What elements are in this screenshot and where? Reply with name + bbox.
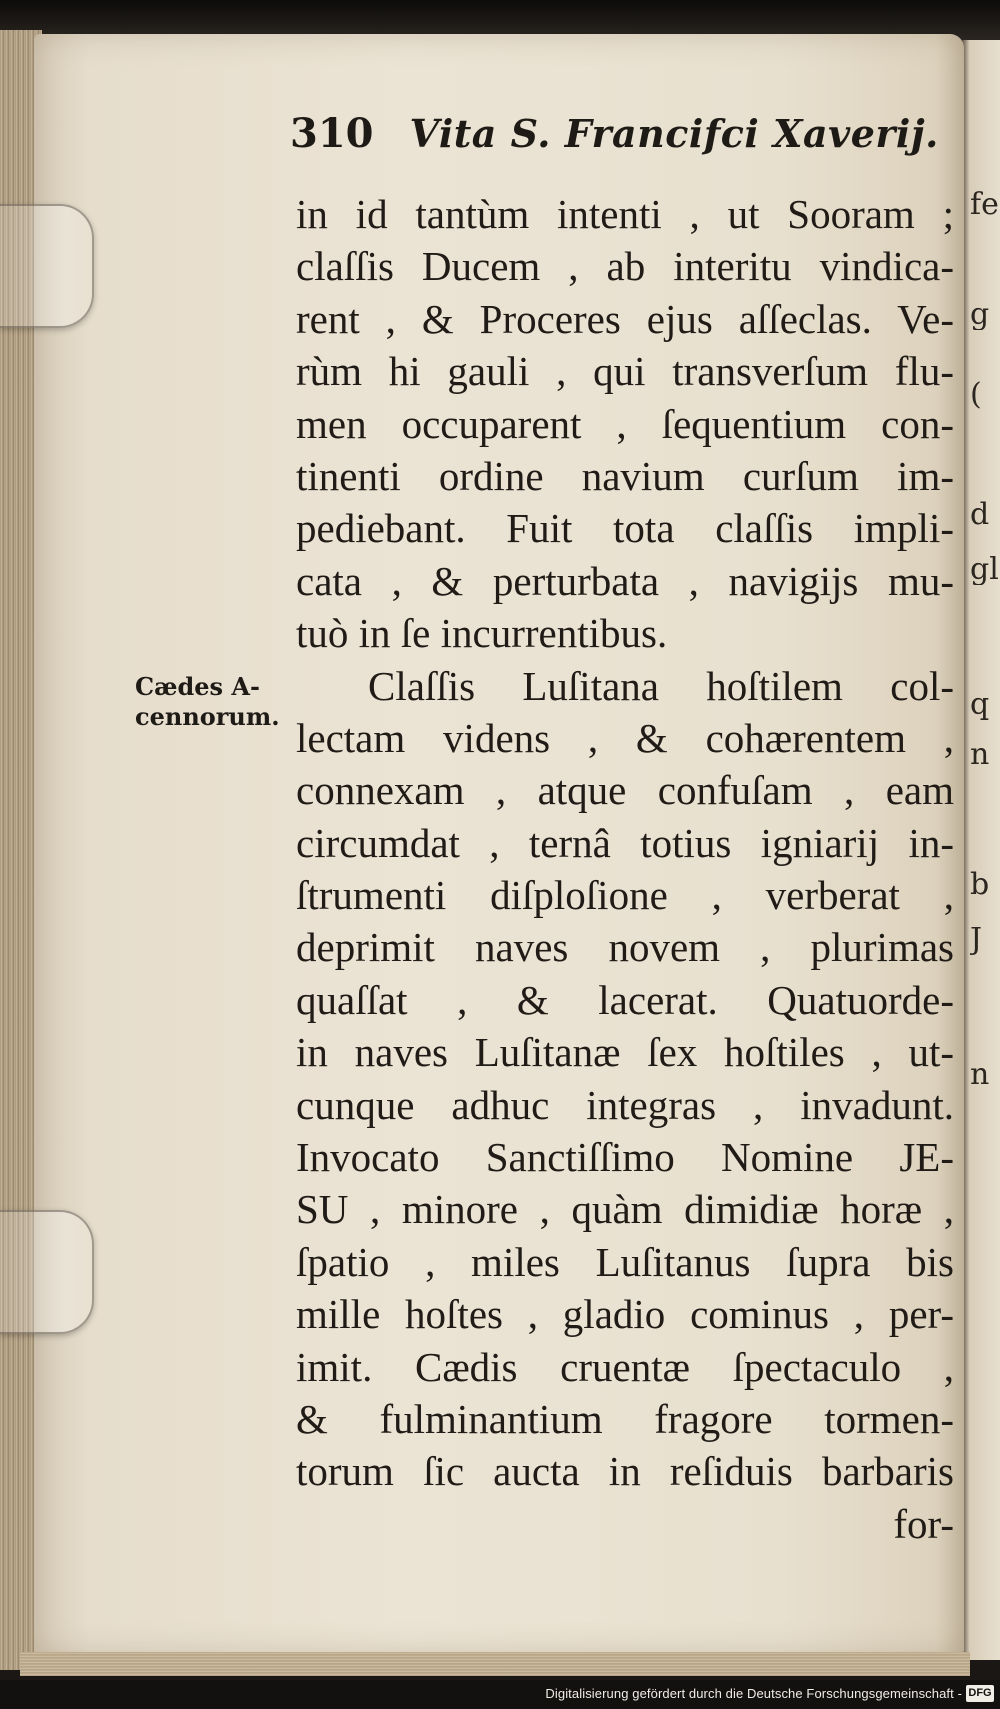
glass-page-clamp-top (0, 204, 94, 328)
text-line: ſtrumenti diſploſione , verberat , (296, 872, 954, 919)
text-line: lectam videns , & cohærentem , (296, 714, 954, 761)
glass-page-clamp-bottom (0, 1210, 94, 1334)
dfg-logo: DFG (966, 1685, 994, 1702)
text-line: in naves Luſitanæ ſex hoſtiles , ut- (296, 1029, 954, 1076)
text-line: tuò in ſe incurrentibus. (296, 610, 668, 657)
text-line: torum ſic aucta in reſiduis barbaris (296, 1448, 954, 1495)
digitization-footer (0, 1680, 1000, 1709)
text-line: Invocato Sanctiſſimo Nomine JE- (296, 1134, 954, 1181)
text-line: cata , & perturbata , navigijs mu- (296, 557, 954, 604)
marginal-note-line: cennorum. (135, 702, 280, 731)
facing-page-fragment: q (970, 690, 990, 720)
facing-page-fragment: ( (970, 380, 982, 410)
text-line: ſpatio , miles Luſitanus ſupra bis (296, 1238, 954, 1285)
text-line: cunque adhuc integras , invadunt. (296, 1081, 954, 1128)
text-line: imit. Cædis cruentæ ſpectaculo , (296, 1343, 954, 1390)
facing-page-fragment: d (970, 500, 990, 530)
funding-credit: Digitalisierung gefördert durch die Deutsche Forschungsgemeinschaft - (545, 1686, 962, 1701)
facing-page-fragment: n (970, 740, 990, 770)
text-line: quaſſat , & lacerat. Quatuorde- (296, 976, 954, 1023)
text-line: tinenti ordine navium curſum im- (296, 452, 954, 499)
facing-page-fragment: fe (970, 190, 999, 220)
facing-page-fragment: gl (970, 555, 999, 585)
text-line: SU , minore , quàm dimidiæ horæ , (296, 1186, 954, 1233)
facing-page-edge (962, 40, 1000, 1660)
text-line: & fulminantium fragore tormen- (296, 1395, 954, 1442)
running-title: Vita S. Francifci Xaverij. (409, 111, 939, 156)
facing-page-fragment: b (970, 870, 990, 900)
text-line: men occuparent , ſequentium con- (296, 400, 954, 447)
facing-page-fragment: n (970, 1060, 990, 1090)
text-line: mille hoſtes , gladio cominus , per- (296, 1291, 954, 1338)
body-text (296, 188, 954, 1550)
text-line: in id tantùm intenti , ut Sooram ; (296, 191, 954, 237)
text-line: connexam , atque confuſam , eam (296, 767, 954, 814)
page-header (290, 110, 939, 170)
text-line: pediebant. Fuit tota claſſis impli- (296, 505, 954, 552)
facing-page-fragment: J (970, 925, 983, 955)
book-bottom-edges (20, 1652, 970, 1676)
facing-page-fragment: g (970, 300, 990, 330)
text-line: rent , & Proceres ejus aſſeclas. Ve- (296, 295, 954, 342)
text-line: circumdat , ternâ totius igniarij in- (296, 819, 954, 866)
text-line: rùm hi gauli , qui transverſum flu- (296, 348, 954, 395)
catchword: for- (893, 1500, 954, 1547)
page-number: 310 (290, 110, 374, 157)
marginal-note-line: Cædes A- (135, 672, 261, 701)
text-line: Claſſis Luſitana hoſtilem col- (368, 662, 954, 709)
text-line: claſſis Ducem , ab interitu vindica- (296, 243, 954, 290)
text-line: deprimit naves novem , plurimas (296, 924, 954, 971)
marginal-note (135, 672, 290, 732)
